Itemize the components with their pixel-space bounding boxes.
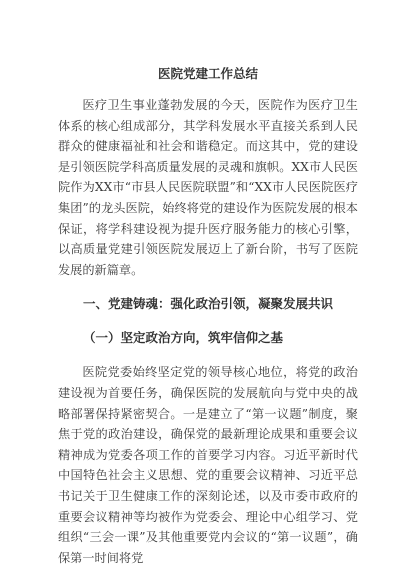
intro-paragraph: 医疗卫生事业蓬勃发展的今天，医院作为医疗卫生体系的核心组成部分，其学科发展水平直接关系到人民群众的健康福祉和社会和谐稳定。而这其中，党的建设是引领医院学科高质量发展的灵魂和旗帜。XX市人民医院作为XX市“市县人民医院联盟”和“XX市人民医院医疗集团”的龙头医院，始终将党的建设作为医院发展的根本保证，将学科建设视为提升医疗服务能力的核心引擎，以高质量党建引领医院发展迈上了新台阶，书写了医院发展的新篇章。 bbox=[58, 98, 358, 277]
section-heading: 一、党建铸魂：强化政治引领，凝聚发展共识 bbox=[83, 296, 334, 312]
subsection-heading: （一）坚定政治方向，筑牢信仰之基 bbox=[83, 330, 284, 346]
body-paragraph: 医院党委始终坚定党的领导核心地位，将党的政治建设视为首要任务，确保医院的发展航向与党中央的战略部署保持紧密契合。一是建立了“第一议题”制度，聚焦于党的政治建设，确保党的最新理论成果和重要会议精神成为党委各项工作的首要学习内容。习近平新时代中国特色社会主义思想、党的重要会议精神、习近平总书记关于卫生健康工作的深刻论述，以及市委市政府的重要会议精神等均被作为党委会、理论中心组学习、党组织“三会一课”及其他重要党内会议的“第一议题”，确保第一时间将党 bbox=[58, 365, 358, 565]
document-title: 医院党建工作总结 bbox=[157, 66, 258, 81]
